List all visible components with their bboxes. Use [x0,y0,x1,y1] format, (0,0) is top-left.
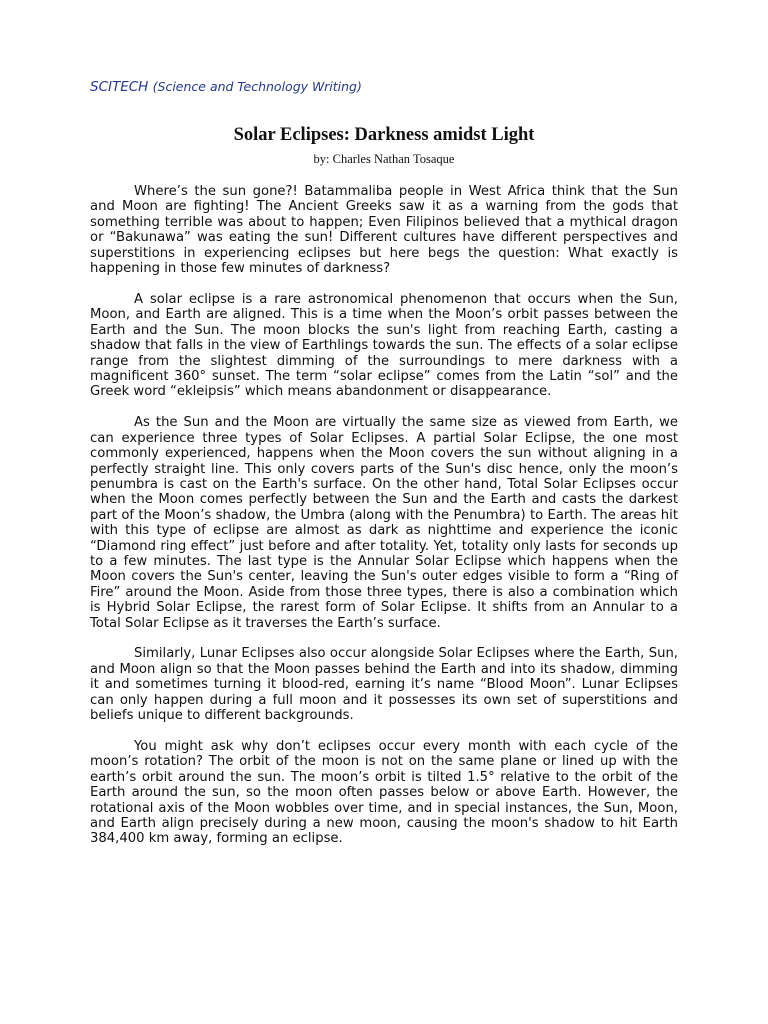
body-paragraph: As the Sun and the Moon are virtually the same size as viewed from Earth, we can experience three types of Solar Eclipses. A partial Solar Eclipse, the one most commonly experienced, happens when the Moon covers the sun without aligning in a perfectly straight line. This only covers parts of the Sun's disc hence, only the moon’s penumbra is cast on the Earth's surface. On the other hand, Total Solar Eclipses occur when the Moon comes perfectly between the Sun and the Earth and casts the darkest part of the Moon’s shadow, the Umbra (along with the Penumbra) to Earth. The areas hit with this type of eclipse are almost as dark as nighttime and experience the iconic “Diamond ring effect” just before and after totality. Yet, totality only lasts for seconds up to a few minutes. The last type is the Annular Solar Eclipse which happens when the Moon covers the Sun's center, leaving the Sun's outer edges visible to form a “Ring of Fire” around the Moon. Aside from those three types, there is also a combination which is Hybrid Solar Eclipse, the rarest form of Solar Eclipse. It shifts from an Annular to a Total Solar Eclipse as it traverses the Earth’s surface. [90,415,678,631]
body-paragraph: You might ask why don’t eclipses occur every month with each cycle of the moon’s rotation? The orbit of the moon is not on the same plane or lined up with the earth’s orbit around the sun. The moon’s orbit is tilted 1.5° relative to the orbit of the Earth around the sun, so the moon often passes below or above Earth. However, the rotational axis of the Moon wobbles over time, and in special instances, the Sun, Moon, and Earth align precisely during a new moon, causing the moon's shadow to hit Earth 384,400 km away, forming an eclipse. [90,739,678,847]
body-paragraph: A solar eclipse is a rare astronomical phenomenon that occurs when the Sun, Moon, and Earth are aligned. This is a time when the Moon’s orbit passes between the Earth and the Sun. The moon blocks the sun's light from reaching Earth, casting a shadow that falls in the view of Earthlings towards the sun. The effects of a solar eclipse range from the slightest dimming of the surroundings to mere darkness with a magnificent 360° sunset. The term “solar eclipse” comes from the Latin “sol” and the Greek word “ekleipsis” which means abandonment or disappearance. [90,291,678,400]
body-paragraph: Similarly, Lunar Eclipses also occur alongside Solar Eclipses where the Earth, Sun, and Moon align so that the Moon passes behind the Earth and into its shadow, dimming it and sometimes turning it blood-red, earning it’s name “Blood Moon”. Lunar Eclipses can only happen during a full moon and it possesses its own set of superstitions and beliefs unique to different backgrounds. [90,646,678,724]
article-body [90,184,678,847]
section-header [90,78,678,96]
body-paragraph: Where’s the sun gone?! Batammaliba people in West Africa think that the Sun and Moon are fighting! The Ancient Greeks saw it as a warning from the gods that something terrible was about to happen; Even Filipinos believed that a mythical dragon or “Bakunawa” was eating the sun! Different cultures have different perspectives and superstitions in experiencing eclipses but here begs the question: What exactly is happening in those few minutes of darkness? [90,184,678,277]
section-brand: SCITECH [90,79,149,95]
article-byline: by: Charles Nathan Tosaque [313,152,455,166]
article-title: Solar Eclipses: Darkness amidst Light [233,125,535,145]
section-subtitle: (Science and Technology Writing) [152,79,362,94]
